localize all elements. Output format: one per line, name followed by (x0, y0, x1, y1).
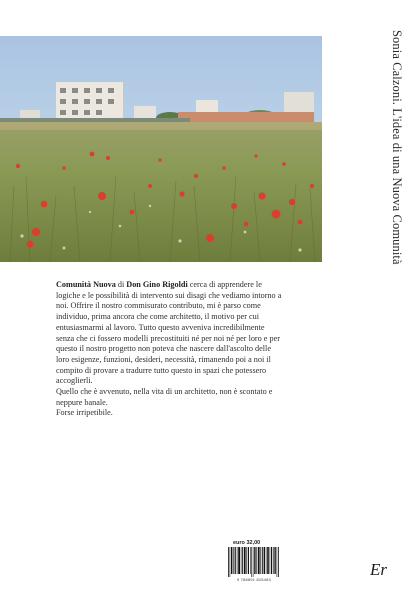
barcode (226, 547, 282, 577)
publisher-logo-glyph: Er (370, 560, 387, 579)
cover-photo-meadow (0, 36, 322, 262)
org-name: Comunità Nuova (56, 280, 116, 289)
blurb-line-2: Quello che è avvenuto, nella vita di un architetto, non è scontato e neppure banale. (56, 387, 273, 407)
spine-title: Sonia Calzoni. L'idea di una Nuova Comunità (390, 30, 404, 265)
price-label: euro 32,00 (233, 540, 261, 546)
blurb-connector: di (115, 280, 127, 289)
meadow-photo-illustration (0, 36, 322, 262)
back-cover-blurb (56, 280, 282, 419)
blurb-body: cerca di apprendere le logiche e le possibilità di intervento sui disagi che vediamo intorno a noi. Offrire il nostro commisurato contributo, mi è parso come individuo, prima ancora che come architetto, il motivo per cui entusiasmarmi al lavoro. Tutto questo avveniva incredibilmente senza che ci fossero modelli precostituiti né per noi né per loro e per questo il nostro progetto non poteva che nascere dall'ascolto delle loro esigenze, funzioni, desideri, necessità, rimanendo poi a noi il compito di provare a tradurre tutto questo in spazi che potessero accoglierli. (56, 280, 282, 386)
spine (389, 30, 411, 550)
barcode-bars (226, 547, 282, 577)
person-name: Don Gino Rigoldi (126, 280, 188, 289)
barcode-number: 9 788891 825483 (236, 578, 272, 582)
publisher-logo (370, 560, 387, 580)
blurb-paragraph (56, 280, 282, 387)
blurb-line-3: Forse irripetibile. (56, 408, 113, 418)
